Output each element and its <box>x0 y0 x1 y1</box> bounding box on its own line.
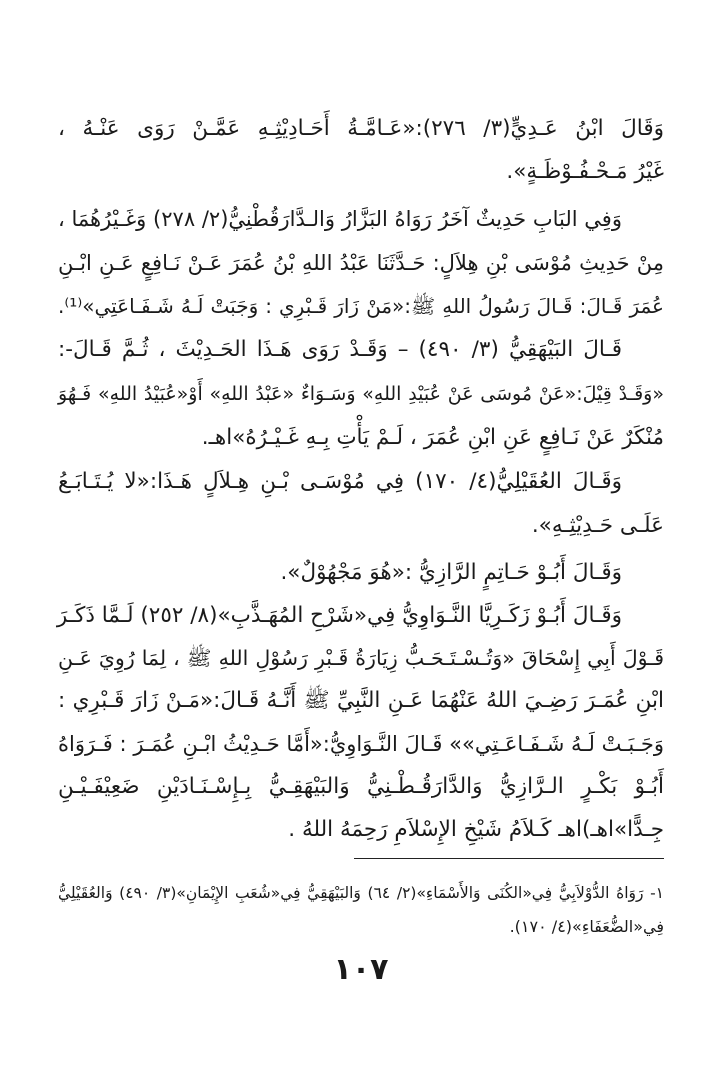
body-line: وَقَـالَ العُقَيْلِيُّ(٤/ ١٧٠) فِي مُوْسَـى بْـنِ هِـلاَلٍ هَـذَا:«لا يُـتَـابَـعُ <box>58 469 623 494</box>
body-line: وَجَـبَـتْ لَـهُ شَـفَـاعَـتِي»» قَـالَ النَّـوَاوِيُّ:«أَمَّا حَـدِيْثُ ابْـنِ عُمَـرَ : فَـرَوَاهُ <box>58 732 664 756</box>
body-line: جِـدًّا»اهـ)اهـ كَـلاَمُ شَيْخِ الإِسْلاَمِ رَحِمَهُ اللهُ . <box>288 817 664 842</box>
body-line: عَلَـى حَـدِيْثِـهِ». <box>531 513 664 538</box>
body-line: وَقَالَ ابْنُ عَـدِيٍّ(٣/ ٢٧٦):«عَـامَّـةُ أَحَـادِيْثِـهِ عَمَّـنْ رَوَى عَنْـهُ ، <box>58 116 664 141</box>
body-line: مُنْكَرٌ عَنْ نَـافِعٍ عَنِ ابْنِ عُمَرَ ، لَـمْ يَأْتِ بِـهِ غَـيْـرُهُ»اهـ. <box>201 425 664 450</box>
body-line: عُمَرَ قَـالَ: قَـالَ رَسُولُ اللهِ ﷺ:«مَنْ زَارَ قَـبْرِي : وَجَبَتْ لَـهُ شَـفَـاعَتِي»⁽¹⁾. <box>58 294 664 318</box>
body-line: وَقَـالَ أَبُـوْ زَكَـرِيَّا النَّـوَاوِيُّ فِي«شَرْحِ المُهَـذَّبِ»(٨/ ٢٥٢) لَـمَّا ذَكَـرَ <box>56 603 622 628</box>
footnote-separator <box>354 858 664 859</box>
body-line: وَفِي البَابِ حَدِيثٌ آخَرُ رَوَاهُ البَزَّارُ وَالـدَّارَقُطْنِيُّ(٢/ ٢٧٨) وَغَـيْرُهُمَا ، <box>58 207 622 231</box>
body-line: «وَقَـدْ قِيْلَ:«عَنْ مُوسَى عَنْ عُبَيْدِ اللهِ» وَسَـوَاءٌ «عَبْدُ اللهِ» أَوْ«عُبَيْدُ اللهِ» فَـهُوَ <box>58 383 664 405</box>
body-line: ابْنِ عُمَـرَ رَضِـيَ اللهُ عَنْهُمَا عَـنِ النَّبِيِّ ﷺ أَنَّـهُ قَـالَ:«مَـنْ زَارَ قَـبْرِي : <box>58 688 664 713</box>
page-number: ١٠٧ <box>333 952 389 987</box>
footnote-line: ١- رَوَاهُ الدُّوْلاَبِيُّ فِي«الكُنَى وَالأَسْمَاءِ»(٢/ ٦٤) وَالبَيْهَقِيُّ فِي«شُعَبِ الإِيْمَانِ»(٣/ ٤٩٠) وَالعُقَيْلِيُّ <box>58 884 664 902</box>
footnote-line: فِي«الضُّعَفَاءِ»(٤/ ١٧٠). <box>509 917 664 936</box>
body-line: غَيْرُ مَـحْـفُـوْظَـةٍ». <box>506 159 664 184</box>
body-line: مِنْ حَدِيثِ مُوْسَى بْنِ هِلاَلٍ: حَـدَّثَنَا عَبْدُ اللهِ بْنُ عُمَرَ عَـنْ نَـافِعٍ عَـنِ ابْـنِ <box>58 251 664 275</box>
body-line: أَبُـوْ بَكْـرٍ الـرَّازِيُّ وَالدَّارَقُـطْـنِيُّ وَالبَيْهَقِـيُّ بِـإِسْـنَـادَيْنِ ضَعِيْفَـيْـنِ <box>58 774 664 799</box>
body-line: وَقَـالَ أَبُـوْ حَـاتِمٍ الرَّازِيُّ :«هُوَ مَجْهُوْلٌ». <box>280 560 622 585</box>
body-line: قَـوْلَ أَبِي إِسْحَاقَ «وَتُـسْـتَـحَـبُّ زِيَارَةُ قَـبْرِ رَسُوْلِ اللهِ ﷺ ، لِمَا رُوِيَ عَـنِ <box>58 646 664 670</box>
body-line: قَـالَ البَيْهَقِيُّ (٣/ ٤٩٠) – وَقَـدْ رَوَى هَـذَا الحَـدِيْثَ ، ثُـمَّ قَـالَ-: <box>58 337 622 362</box>
